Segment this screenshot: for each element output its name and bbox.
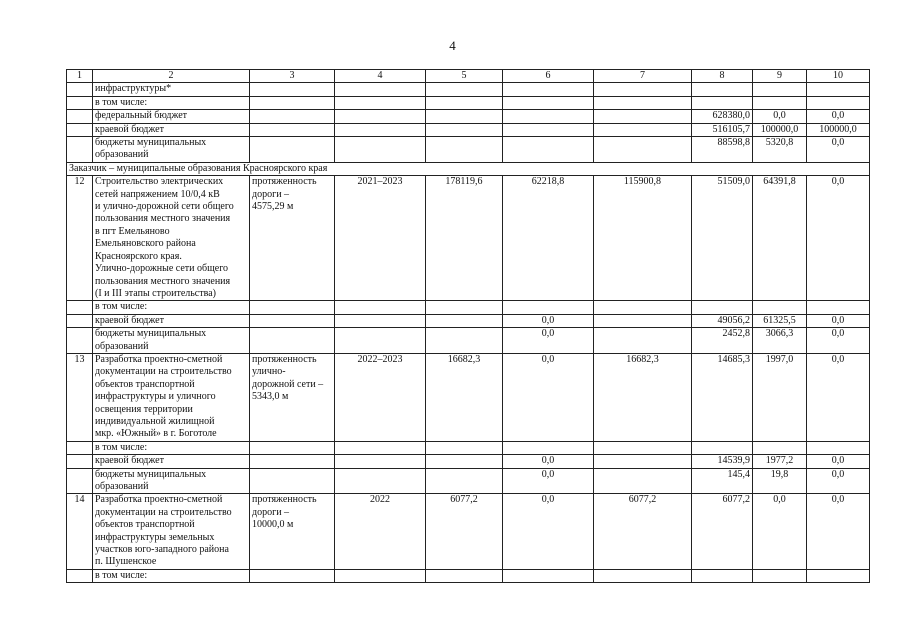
table-row bbox=[67, 137, 870, 163]
table-cell bbox=[594, 137, 692, 163]
table-cell: 2452,8 bbox=[692, 328, 753, 354]
table-cell bbox=[807, 301, 870, 314]
table-cell: 2021–2023 bbox=[335, 176, 426, 301]
table-cell: федеральный бюджет bbox=[93, 110, 250, 123]
table-cell: 0,0 bbox=[807, 176, 870, 301]
table-row bbox=[67, 328, 870, 354]
table-cell bbox=[503, 123, 594, 136]
table-cell bbox=[594, 96, 692, 109]
table-cell bbox=[753, 96, 807, 109]
table-cell bbox=[67, 569, 93, 582]
table-cell bbox=[426, 455, 503, 468]
table-cell bbox=[250, 441, 335, 454]
table-cell bbox=[503, 301, 594, 314]
table-cell: 19,8 bbox=[753, 468, 807, 494]
table-cell bbox=[753, 441, 807, 454]
table-cell: 628380,0 bbox=[692, 110, 753, 123]
table-cell: 115900,8 bbox=[594, 176, 692, 301]
table-cell: инфраструктуры* bbox=[93, 83, 250, 96]
table-cell: 61325,5 bbox=[753, 314, 807, 327]
table-cell bbox=[594, 123, 692, 136]
table-cell bbox=[250, 301, 335, 314]
table-cell bbox=[250, 110, 335, 123]
table-cell bbox=[67, 83, 93, 96]
table-cell bbox=[335, 83, 426, 96]
table-cell bbox=[335, 110, 426, 123]
table-cell: 516105,7 bbox=[692, 123, 753, 136]
table-cell bbox=[335, 569, 426, 582]
table-cell: 0,0 bbox=[503, 328, 594, 354]
table-cell: протяженность дороги – 10000,0 м bbox=[250, 494, 335, 569]
table-row bbox=[67, 123, 870, 136]
table-cell: 1997,0 bbox=[753, 353, 807, 441]
table-cell: 14685,3 bbox=[692, 353, 753, 441]
table-cell bbox=[692, 569, 753, 582]
column-header: 1 bbox=[67, 70, 93, 83]
table-cell: Разработка проектно-сметной документации на строительство объектов транспортной инфраструктуры земельных участков юго-западного района п. Шушенское bbox=[93, 494, 250, 569]
table-cell: 0,0 bbox=[807, 468, 870, 494]
table-cell: 0,0 bbox=[807, 353, 870, 441]
table-cell: 0,0 bbox=[807, 494, 870, 569]
table-cell bbox=[807, 569, 870, 582]
table-cell: в том числе: bbox=[93, 569, 250, 582]
table-cell: 2022 bbox=[335, 494, 426, 569]
table-cell bbox=[67, 328, 93, 354]
table-cell bbox=[335, 468, 426, 494]
table-cell bbox=[250, 137, 335, 163]
table-cell bbox=[753, 301, 807, 314]
section-heading: Заказчик – муниципальные образования Красноярского края bbox=[67, 162, 870, 175]
table-cell bbox=[250, 123, 335, 136]
table-cell: 0,0 bbox=[503, 314, 594, 327]
table-cell bbox=[426, 83, 503, 96]
table-cell bbox=[807, 441, 870, 454]
table-cell bbox=[250, 328, 335, 354]
table-cell bbox=[335, 137, 426, 163]
table-cell bbox=[335, 441, 426, 454]
column-header: 4 bbox=[335, 70, 426, 83]
table-cell bbox=[335, 301, 426, 314]
table-cell bbox=[250, 314, 335, 327]
table-cell bbox=[335, 96, 426, 109]
table-cell: в том числе: bbox=[93, 96, 250, 109]
table-row bbox=[67, 314, 870, 327]
table-cell bbox=[807, 96, 870, 109]
table-cell: 0,0 bbox=[753, 494, 807, 569]
table-cell bbox=[753, 83, 807, 96]
table-cell: 62218,8 bbox=[503, 176, 594, 301]
budget-table bbox=[66, 69, 870, 583]
table-cell bbox=[594, 110, 692, 123]
table-row bbox=[67, 455, 870, 468]
table-cell bbox=[67, 314, 93, 327]
table-cell: 0,0 bbox=[807, 328, 870, 354]
table-row bbox=[67, 176, 870, 301]
column-header: 3 bbox=[250, 70, 335, 83]
table-cell: бюджеты муниципальных образований bbox=[93, 137, 250, 163]
table-cell bbox=[426, 137, 503, 163]
column-header: 8 bbox=[692, 70, 753, 83]
table-cell bbox=[426, 301, 503, 314]
table-cell bbox=[594, 83, 692, 96]
table-cell bbox=[426, 328, 503, 354]
table-row bbox=[67, 162, 870, 175]
table-cell: 1977,2 bbox=[753, 455, 807, 468]
table-cell: 0,0 bbox=[503, 455, 594, 468]
table-cell: 0,0 bbox=[807, 455, 870, 468]
table-cell: 14539,9 bbox=[692, 455, 753, 468]
table-cell: Строительство электрических сетей напряжением 10/0,4 кВ и улично-дорожной сети общего пользования местного значения в пгт Емельяново Емельяновского района Красноярского края. Улично-дорожные сети общего пользования местного значения (I и III этапы строительства) bbox=[93, 176, 250, 301]
table-cell: 6077,2 bbox=[426, 494, 503, 569]
table-cell: краевой бюджет bbox=[93, 123, 250, 136]
table-cell: 3066,3 bbox=[753, 328, 807, 354]
table-cell: бюджеты муниципальных образований bbox=[93, 328, 250, 354]
table-cell bbox=[692, 83, 753, 96]
table-cell: бюджеты муниципальных образований bbox=[93, 468, 250, 494]
table-cell: 2022–2023 bbox=[335, 353, 426, 441]
table-header-row bbox=[67, 70, 870, 83]
table-cell bbox=[426, 441, 503, 454]
table-cell: 145,4 bbox=[692, 468, 753, 494]
column-header: 10 bbox=[807, 70, 870, 83]
table-cell bbox=[426, 569, 503, 582]
table-cell bbox=[594, 314, 692, 327]
table-cell bbox=[335, 328, 426, 354]
table-cell: 0,0 bbox=[503, 468, 594, 494]
table-cell: 64391,8 bbox=[753, 176, 807, 301]
table-cell bbox=[67, 441, 93, 454]
table-cell bbox=[503, 441, 594, 454]
table-cell bbox=[692, 96, 753, 109]
table-cell: 0,0 bbox=[807, 314, 870, 327]
table-cell bbox=[594, 441, 692, 454]
column-header: 6 bbox=[503, 70, 594, 83]
table-cell bbox=[594, 569, 692, 582]
table-row bbox=[67, 83, 870, 96]
table-cell: 16682,3 bbox=[426, 353, 503, 441]
table-cell bbox=[753, 569, 807, 582]
table-cell: Разработка проектно-сметной документации на строительство объектов транспортной инфраструктуры и уличного освещения территории индивидуальной жилищной мкр. «Южный» в г. Боготоле bbox=[93, 353, 250, 441]
table-cell bbox=[67, 137, 93, 163]
table-cell bbox=[503, 83, 594, 96]
table-cell: 178119,6 bbox=[426, 176, 503, 301]
table-cell bbox=[503, 110, 594, 123]
table-cell: 5320,8 bbox=[753, 137, 807, 163]
table-cell bbox=[426, 314, 503, 327]
table-cell bbox=[426, 123, 503, 136]
table-cell bbox=[335, 314, 426, 327]
table-cell bbox=[67, 96, 93, 109]
table-row bbox=[67, 301, 870, 314]
table-cell: протяженность улично- дорожной сети – 5343,0 м bbox=[250, 353, 335, 441]
table-row bbox=[67, 494, 870, 569]
table-cell bbox=[250, 455, 335, 468]
table-cell bbox=[594, 301, 692, 314]
table-cell bbox=[250, 83, 335, 96]
table-cell bbox=[692, 441, 753, 454]
table-cell bbox=[250, 96, 335, 109]
table-cell: 0,0 bbox=[753, 110, 807, 123]
table-cell: в том числе: bbox=[93, 301, 250, 314]
table-cell bbox=[594, 468, 692, 494]
table-cell bbox=[503, 96, 594, 109]
table-cell: 6077,2 bbox=[692, 494, 753, 569]
table-cell: 51509,0 bbox=[692, 176, 753, 301]
table-cell bbox=[692, 301, 753, 314]
column-header: 7 bbox=[594, 70, 692, 83]
table-cell bbox=[503, 569, 594, 582]
table-cell bbox=[67, 455, 93, 468]
table-cell: 13 bbox=[67, 353, 93, 441]
table-cell: 100000,0 bbox=[807, 123, 870, 136]
table-cell bbox=[426, 96, 503, 109]
column-header: 5 bbox=[426, 70, 503, 83]
table-cell: в том числе: bbox=[93, 441, 250, 454]
table-cell bbox=[67, 301, 93, 314]
table-cell: 88598,8 bbox=[692, 137, 753, 163]
table-cell bbox=[594, 328, 692, 354]
table-row bbox=[67, 353, 870, 441]
table-row bbox=[67, 110, 870, 123]
table-cell bbox=[67, 110, 93, 123]
column-header: 9 bbox=[753, 70, 807, 83]
table-cell: 0,0 bbox=[503, 494, 594, 569]
table-cell bbox=[426, 110, 503, 123]
table-cell bbox=[335, 123, 426, 136]
table-cell bbox=[250, 569, 335, 582]
table-row bbox=[67, 569, 870, 582]
table-cell bbox=[503, 137, 594, 163]
table-cell: 0,0 bbox=[503, 353, 594, 441]
table-cell: протяженность дороги – 4575,29 м bbox=[250, 176, 335, 301]
table-cell bbox=[426, 468, 503, 494]
table-cell: 49056,2 bbox=[692, 314, 753, 327]
table-cell bbox=[335, 455, 426, 468]
table-cell bbox=[67, 123, 93, 136]
table-cell bbox=[594, 455, 692, 468]
page-number: 4 bbox=[449, 38, 456, 53]
table-cell: 16682,3 bbox=[594, 353, 692, 441]
table-cell: 0,0 bbox=[807, 137, 870, 163]
table-cell bbox=[807, 83, 870, 96]
table-cell: краевой бюджет bbox=[93, 455, 250, 468]
table-cell: 14 bbox=[67, 494, 93, 569]
table-cell: 100000,0 bbox=[753, 123, 807, 136]
table-cell bbox=[250, 468, 335, 494]
table-row bbox=[67, 441, 870, 454]
table-row bbox=[67, 468, 870, 494]
table-cell: 12 bbox=[67, 176, 93, 301]
table-row bbox=[67, 96, 870, 109]
table-cell: 6077,2 bbox=[594, 494, 692, 569]
table-cell bbox=[67, 468, 93, 494]
column-header: 2 bbox=[93, 70, 250, 83]
table-cell: 0,0 bbox=[807, 110, 870, 123]
table-cell: краевой бюджет bbox=[93, 314, 250, 327]
